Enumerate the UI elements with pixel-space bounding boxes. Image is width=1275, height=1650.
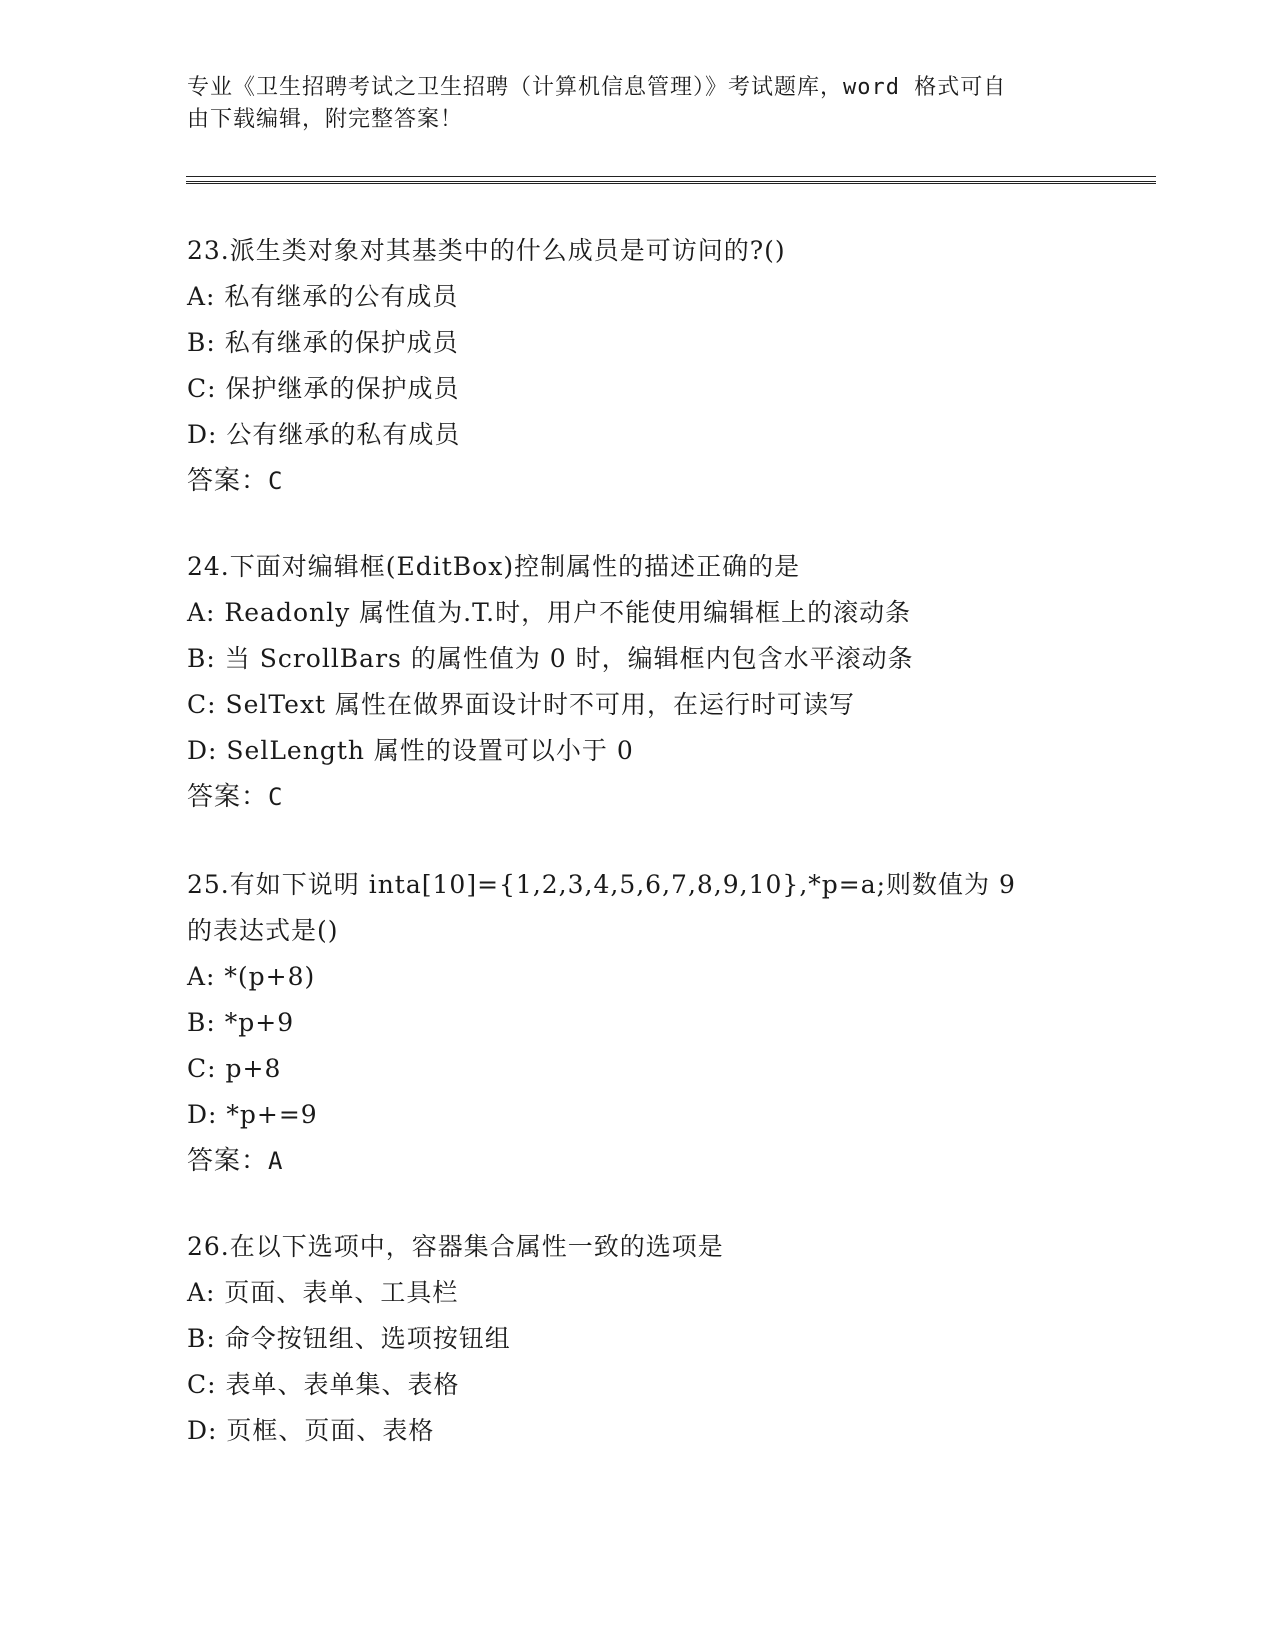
option-d: D: *p+=9 — [187, 1100, 318, 1129]
answer-line — [187, 774, 1087, 820]
option-c: C: SelText 属性在做界面设计时不可用，在运行时可读写 — [187, 690, 856, 719]
option-c: C: 表单、表单集、表格 — [187, 1370, 460, 1399]
header-divider-top — [186, 176, 1156, 177]
question-stem: 23.派生类对象对其基类中的什么成员是可访问的?() — [187, 236, 786, 265]
answer-value: C — [268, 783, 284, 811]
question-23 — [187, 228, 1087, 504]
question-stem-continued: 的表达式是() — [187, 916, 339, 945]
document-header — [187, 72, 1067, 136]
question-25 — [187, 862, 1087, 1184]
option-d: D: 公有继承的私有成员 — [187, 420, 461, 449]
question-24 — [187, 544, 1087, 820]
header-divider-middle — [186, 181, 1156, 182]
option-a: A: Readonly 属性值为.T.时，用户不能使用编辑框上的滚动条 — [187, 598, 912, 627]
answer-value: A — [268, 1147, 284, 1175]
question-stem: 24.下面对编辑框(EditBox)控制属性的描述正确的是 — [187, 552, 801, 581]
option-c: C: 保护继承的保护成员 — [187, 374, 460, 403]
option-a: A: 页面、表单、工具栏 — [187, 1278, 459, 1307]
option-a: A: *(p+8) — [187, 962, 316, 991]
answer-label: 答案： — [187, 466, 269, 496]
option-d: D: SelLength 属性的设置可以小于 0 — [187, 736, 634, 765]
answer-value: C — [268, 467, 284, 495]
header-line-2: 由下载编辑，附完整答案！ — [187, 107, 464, 132]
option-c: C: p+8 — [187, 1054, 282, 1083]
option-b: B: 私有继承的保护成员 — [187, 328, 459, 357]
option-b: B: 命令按钮组、选项按钮组 — [187, 1324, 511, 1353]
option-a: A: 私有继承的公有成员 — [187, 282, 459, 311]
answer-label: 答案： — [187, 782, 269, 812]
option-d: D: 页框、页面、表格 — [187, 1416, 435, 1445]
question-stem: 26.在以下选项中，容器集合属性一致的选项是 — [187, 1232, 724, 1261]
question-26 — [187, 1224, 1087, 1454]
answer-line — [187, 458, 1087, 504]
option-b: B: 当 ScrollBars 的属性值为 0 时，编辑框内包含水平滚动条 — [187, 644, 914, 673]
answer-line — [187, 1138, 1087, 1184]
answer-label: 答案： — [187, 1146, 269, 1176]
header-divider-bottom — [186, 183, 1156, 184]
option-b: B: *p+9 — [187, 1008, 295, 1037]
question-stem: 25.有如下说明 inta[10]={1,2,3,4,5,6,7,8,9,10},*p=a;则数值为 9 — [187, 870, 1016, 899]
header-line-1: 专业《卫生招聘考试之卫生招聘（计算机信息管理）》考试题库，word 格式可自 — [187, 75, 1007, 100]
